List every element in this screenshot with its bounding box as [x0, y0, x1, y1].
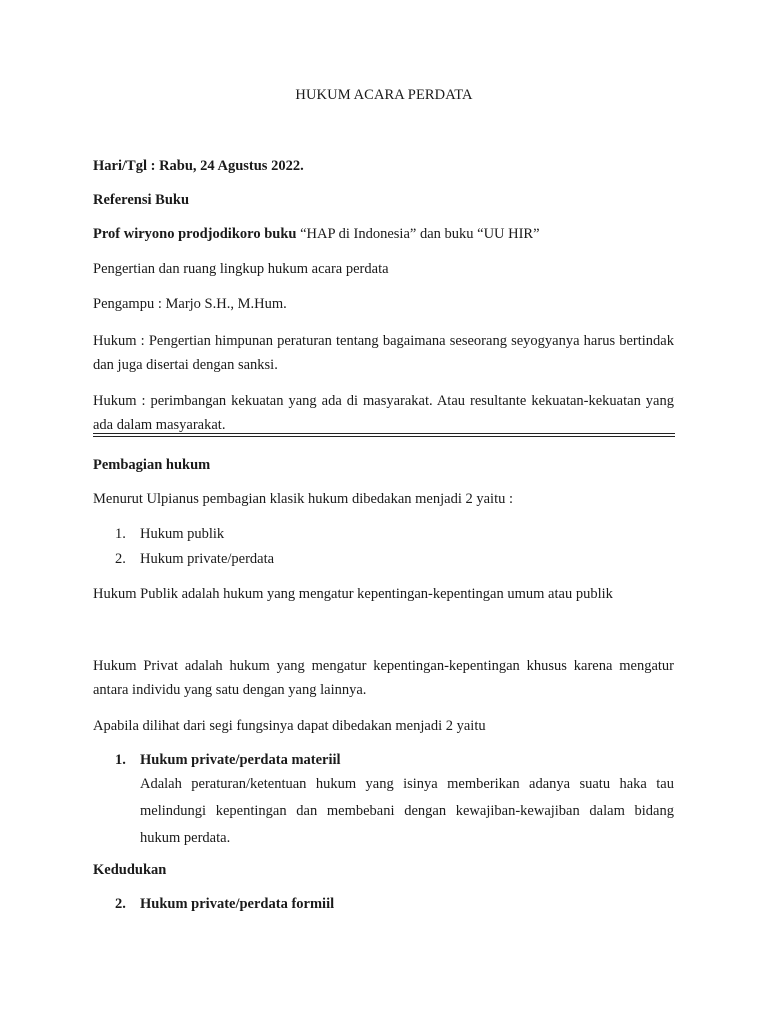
- ulpianus-line: Menurut Ulpianus pembagian klasik hukum dibedakan menjadi 2 yaitu :: [93, 491, 514, 507]
- reference-heading: [93, 188, 674, 212]
- kedudukan-heading: [93, 858, 674, 882]
- document-title: HUKUM ACARA PERDATA: [295, 87, 473, 103]
- list-item-number: 2.: [115, 551, 126, 567]
- date-value: Rabu, 24 Agustus 2022.: [159, 158, 304, 174]
- materiil-number: 1.: [115, 752, 126, 768]
- privat-definition: Hukum Privat adalah hukum yang mengatur kepentingan-kepentingan khusus karena mengatur antara individu yang satu dengan yang lainnya.: [93, 658, 674, 698]
- kedudukan-heading-text: Kedudukan: [93, 862, 167, 878]
- reference-books: “HAP di Indonesia” dan buku “UU HIR”: [300, 226, 540, 242]
- double-divider: [93, 433, 675, 437]
- materiil-heading: Hukum private/perdata materiil: [140, 752, 341, 768]
- materiil-definition: Adalah peraturan/ketentuan hukum yang isinya memberikan adanya suatu haka tau melindungi kepentingan dan membebani dengan kewajiban-kewajiban dalam bidang hukum perdata.: [140, 776, 674, 846]
- list-item: Hukum private/perdata: [140, 551, 275, 567]
- pembagian-heading-text: Pembagian hukum: [93, 457, 211, 473]
- reference-heading-text: Referensi Buku: [93, 192, 190, 208]
- reference-line: [93, 222, 674, 246]
- list-item-number: 1.: [115, 526, 126, 542]
- list-item: Hukum publik: [140, 526, 225, 542]
- hukum-definition-2: Hukum : perimbangan kekuatan yang ada di masyarakat. Atau resultante kekuatan-kekuatan yang ada dalam masyarakat.: [93, 393, 674, 433]
- fungsi-line: Apabila dilihat dari segi fungsinya dapat dibedakan menjadi 2 yaitu: [93, 718, 486, 734]
- date-line: [93, 154, 674, 178]
- formiil-heading: Hukum private/perdata formiil: [140, 896, 335, 912]
- hukum-definition-1: Hukum : Pengertian himpunan peraturan tentang bagaimana seseorang seyogyanya harus bertindak dan juga disertai dengan sanksi.: [93, 333, 674, 373]
- publik-definition: Hukum Publik adalah hukum yang mengatur kepentingan-kepentingan umum atau publik: [93, 586, 613, 602]
- pembagian-heading: [93, 453, 674, 477]
- date-label: Hari/Tgl :: [93, 158, 156, 174]
- formiil-number: 2.: [115, 896, 126, 912]
- reference-author: Prof wiryono prodjodikoro buku: [93, 226, 297, 242]
- pengampu-line: Pengampu : Marjo S.H., M.Hum.: [93, 296, 287, 312]
- pengertian-line: Pengertian dan ruang lingkup hukum acara perdata: [93, 261, 389, 277]
